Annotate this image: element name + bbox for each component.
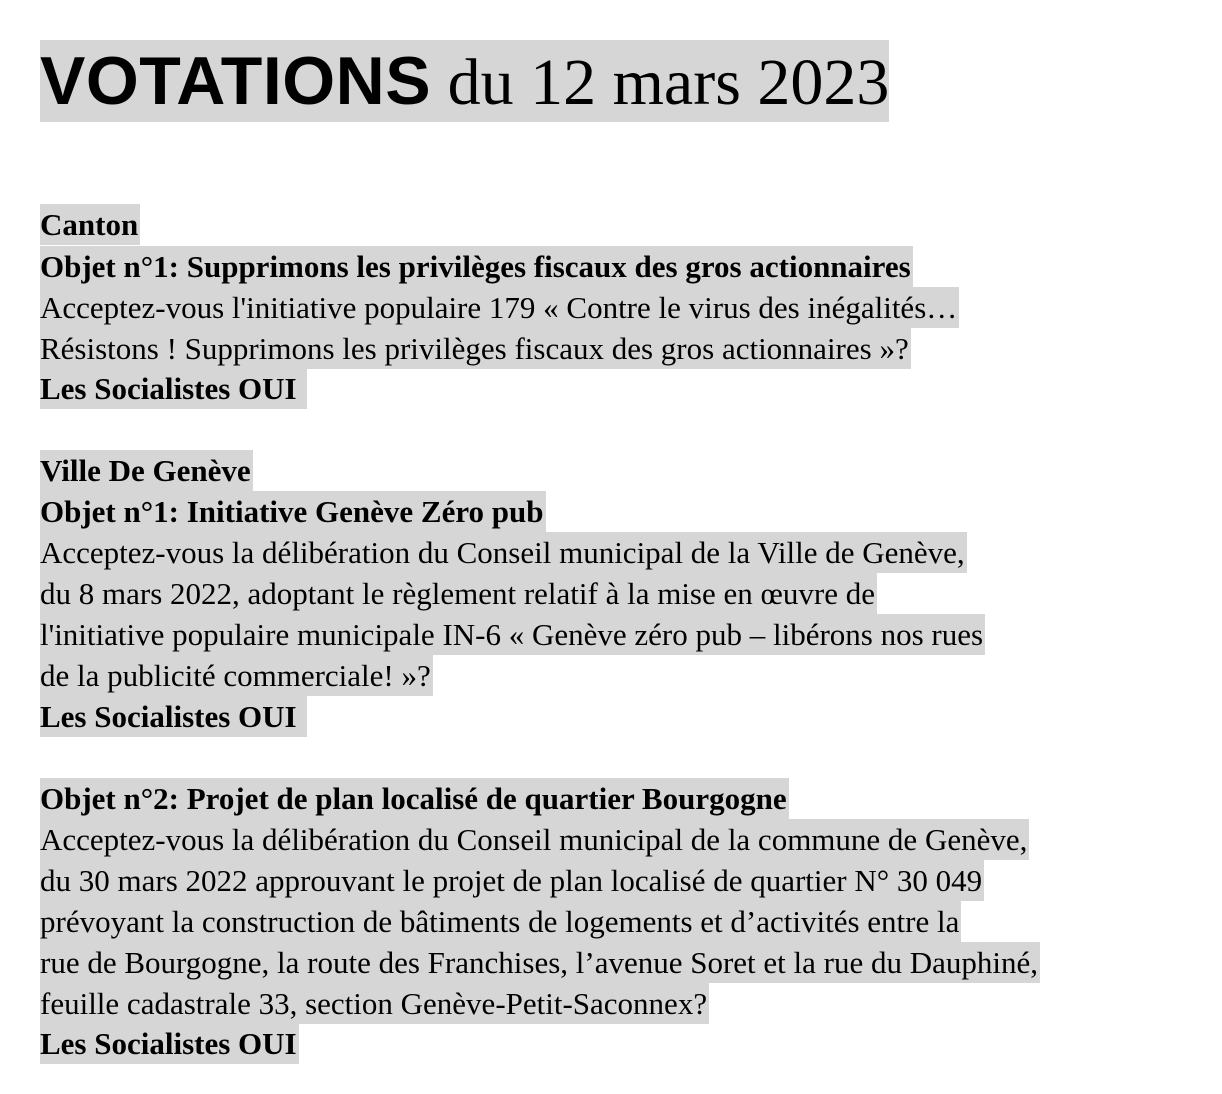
ville-object-1-question-line: Acceptez-vous la délibération du Conseil municipal de la Ville de Genève,: [40, 532, 967, 573]
canton-object-1-recommendation: Les Socialistes OUI: [40, 368, 307, 409]
ville-object-2-question-line: rue de Bourgogne, la route des Franchises, l’avenue Soret et la rue du Dauphiné,: [40, 942, 1040, 983]
page-title: [40, 40, 889, 122]
ville-object-1-question-line: du 8 mars 2022, adoptant le règlement relatif à la mise en œuvre de: [40, 573, 877, 614]
ville-object-1-question-line: l'initiative populaire municipale IN-6 « Genève zéro pub – libérons nos rues: [40, 614, 985, 655]
ville-object-2-recommendation: Les Socialistes OUI: [40, 1023, 299, 1064]
canton-object-1-title: Objet n°1: Supprimons les privilèges fiscaux des gros actionnaires: [40, 246, 913, 287]
canton-heading: Canton: [40, 204, 140, 245]
ville-object-2-question-line: prévoyant la construction de bâtiments de logements et d’activités entre la: [40, 901, 961, 942]
ville-object-2-question-line: Acceptez-vous la délibération du Conseil municipal de la commune de Genève,: [40, 819, 1029, 860]
ville-heading: Ville De Genève: [40, 450, 253, 491]
ville-object-2-question-line: feuille cadastrale 33, section Genève-Petit-Saconnex?: [40, 983, 709, 1024]
ville-object-1-title: Objet n°1: Initiative Genève Zéro pub: [40, 491, 546, 532]
canton-object-1-question-line: Résistons ! Supprimons les privilèges fiscaux des gros actionnaires »?: [40, 328, 911, 369]
canton-object-1-question-line: Acceptez-vous l'initiative populaire 179 « Contre le virus des inégalités…: [40, 287, 959, 328]
title-date: du 12 mars 2023: [431, 46, 890, 119]
ville-object-2-title: Objet n°2: Projet de plan localisé de quartier Bourgogne: [40, 778, 789, 819]
title-votations: VOTATIONS: [40, 43, 432, 119]
ville-object-1-recommendation: Les Socialistes OUI: [40, 696, 307, 737]
ville-object-2-question-line: du 30 mars 2022 approuvant le projet de plan localisé de quartier N° 30 049: [40, 860, 984, 901]
ville-object-1-question-line: de la publicité commerciale! »?: [40, 655, 433, 696]
